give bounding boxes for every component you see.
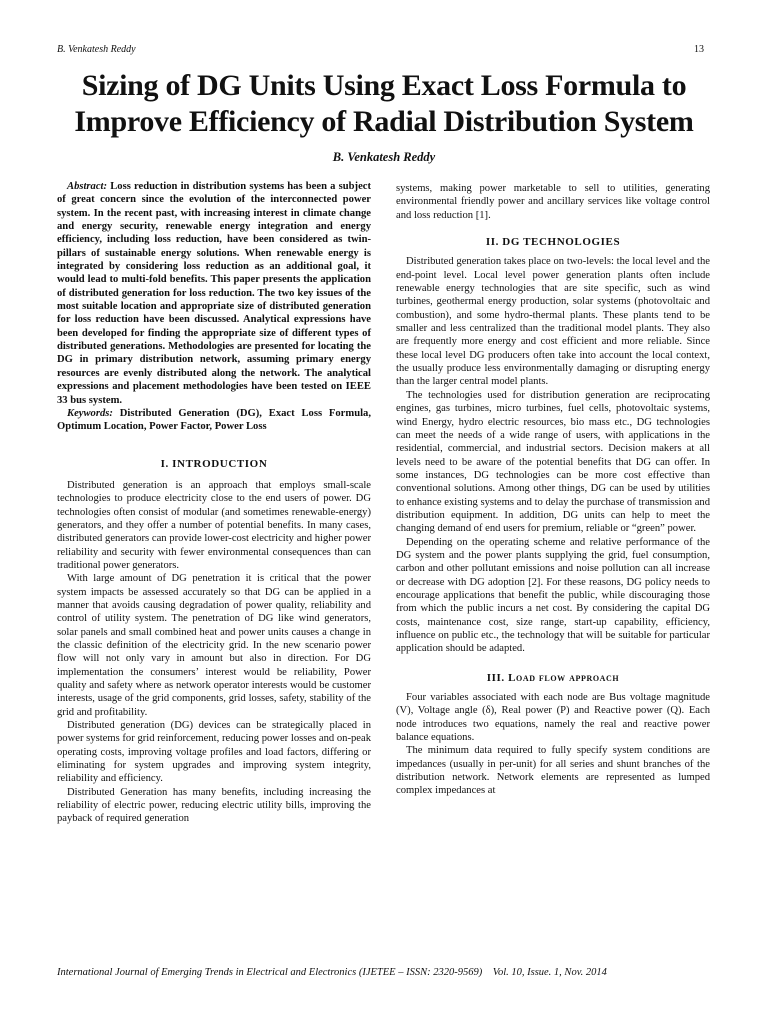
section-heading-load-flow — [396, 672, 710, 685]
title-line-2: Improve Efficiency of Radial Distribution System — [74, 105, 694, 138]
section-heading-introduction: I. INTRODUCTION — [160, 457, 268, 470]
right-column — [396, 182, 710, 798]
loadflow-paragraph-1: Four variables associated with each node are Bus voltage magnitude (V), Voltage angle (δ), Real power (P) and Reactive power (Q). Each node introduces two equations, namely the real and reactive power balance equations. — [396, 692, 710, 744]
journal-footer: International Journal of Emerging Trends in Electrical and Electronics (IJETEE – ISSN: 2320-9569) Vol. 10, Issue. 1, Nov. 2014 — [57, 967, 607, 978]
loadflow-paragraph-2: The minimum data required to fully specify system conditions are impedances (usually in per-unit) for all series and shunt branches of the distribution network. Network elements are represented as lumped complex impedances at — [396, 745, 710, 797]
dg-paragraph-2: The technologies used for distribution generation are reciprocating engines, gas turbines, micro turbines, fuel cells, photovoltaic systems, wind Energy, hydro electric resources, bio mass etc., DG technologies can meet the needs of a wide range of users, with applications in the residential, commercial, and industrial sectors. Decision makers at all levels need to be aware of the potential benefits that DG can offer. In some instances, DG technologies can be more cost effective than conventional solutions. Among other things, DG can be used by utilities to enhance existing systems and to delay the purchase of transmission and distribution equipment. In addition, DG units can help to meet the changing demand of end users for premium, reliable or “green” power. — [396, 389, 710, 535]
keywords-lead: Keywords: — [67, 407, 113, 419]
section-heading-dg-technologies: II. DG TECHNOLOGIES — [485, 236, 621, 249]
intro-paragraph-3: Distributed generation (DG) devices can be strategically placed in power systems for grid reinforcement, reducing power losses and on-peak operating costs, improving voltage profiles and load factors, differing or eliminating for system upgrades and improving system integrity, reliability and efficiency. — [57, 720, 371, 785]
paper-author: B. Venkatesh Reddy — [332, 150, 436, 164]
title-line-1: Sizing of DG Units Using Exact Loss Formula to — [81, 69, 687, 102]
section-3-title: Load flow approach — [508, 671, 620, 684]
abstract — [57, 180, 371, 407]
intro-paragraph-4: Distributed Generation has many benefits, including increasing the reliability of electric power, reducing electric utility bills, improving the payback of required generation — [57, 786, 371, 825]
intro-continuation: systems, making power marketable to sell to utilities, generating environmental friendly power and ancillary services like voltage control and loss reduction [1]. — [396, 183, 710, 221]
section-3-number: III. — [486, 671, 509, 684]
abstract-lead: Abstract: — [67, 181, 108, 192]
keywords — [57, 407, 371, 434]
keywords-text: Distributed Generation (DG), Exact Loss Formula, Optimum Location, Power Factor, Power Loss — [57, 407, 371, 433]
page-number: 13 — [694, 44, 704, 55]
dg-paragraph-3: Depending on the operating scheme and relative performance of the DG system and the power plants supplying the grid, fuel consumption, carbon and other pollutant emissions and noise pollution can all increase or decrease with DG adoption [2]. For these reasons, DG policy needs to encourage applications that benefit the public, while discouraging those from which the public incurs a net cost. By considering the capital DG costs, maintenance cost, size range, start-up capability, efficiency, influence on public etc., the technology that will be suitable for particular application should be adapted. — [396, 536, 710, 655]
paper-title — [40, 68, 728, 140]
intro-paragraph-2: With large amount of DG penetration it is critical that the power system impacts be assessed accurately so that DG can be applied in a manner that avoids causing degradation of power quality, reliability and control of utility system. The penetration of DG like wind generators, solar panels and small combined heat and power units causes a change in the classic definition of the electricity grid. In the new scenario power flow will not only vary in amount but also in direction. For DG implementation the consumers’ interest would be reliability, Power quality and safety where as network operator interests would be customer interests, usage of the grid components, grid losses, safety, stability of the grid and profitability. — [57, 573, 371, 718]
abstract-text: Loss reduction in distribution systems has been a subject of great concern since the evolution of the interconnected power system. In the recent past, with increasing interest in climate change and energy security, renewable energy integration and energy efficiency, including loss reduction, have been considered as twin-pillars of sustainable energy solutions. When renewable energy is integrated by considering loss reduction as an additional goal, it would lead to multi-fold benefits. This paper presents the application of distributed generation for loss reduction. The two key issues of the most suitable location and appropriate size of distributed generation for loss reduction have been discussed. Analytical expressions have been developed for finding the appropriate size of different types of distributed generations. Methodologies are presented for locating the DG in primary distribution network, assuming primary energy resources are evenly distributed along the network. The analytical expressions and placement methodologies have been tested on IEEE 33 bus system. — [57, 181, 371, 406]
dg-paragraph-1: Distributed generation takes place on two-levels: the local level and the end-point level. Local level power generation plants often include renewable energy technologies that are site specific, such as wind turbines, geothermal energy production, solar systems (photovoltaic and combustion), and some hydro-thermal plants. These plants tend to be smaller and less centralized than the traditional model plants. They also are frequently more energy and cost efficient and more reliable. Since these local level DG producers often take into account the local context, the usually produce less environmentally damaging or disrupting energy than the larger central model plants. — [396, 256, 710, 388]
running-header-author: B. Venkatesh Reddy — [57, 44, 136, 55]
left-column — [57, 180, 371, 826]
intro-paragraph-1: Distributed generation is an approach that employs small-scale technologies to produce electricity close to the end users of power. DG technologies often consist of modular (and sometimes renewable-energy) generators, and they offer a number of potential benefits. In many cases, distributed generators can provide lower-cost electricity and higher power reliability and security with fewer environmental consequences than can traditional power generators. — [57, 479, 371, 571]
